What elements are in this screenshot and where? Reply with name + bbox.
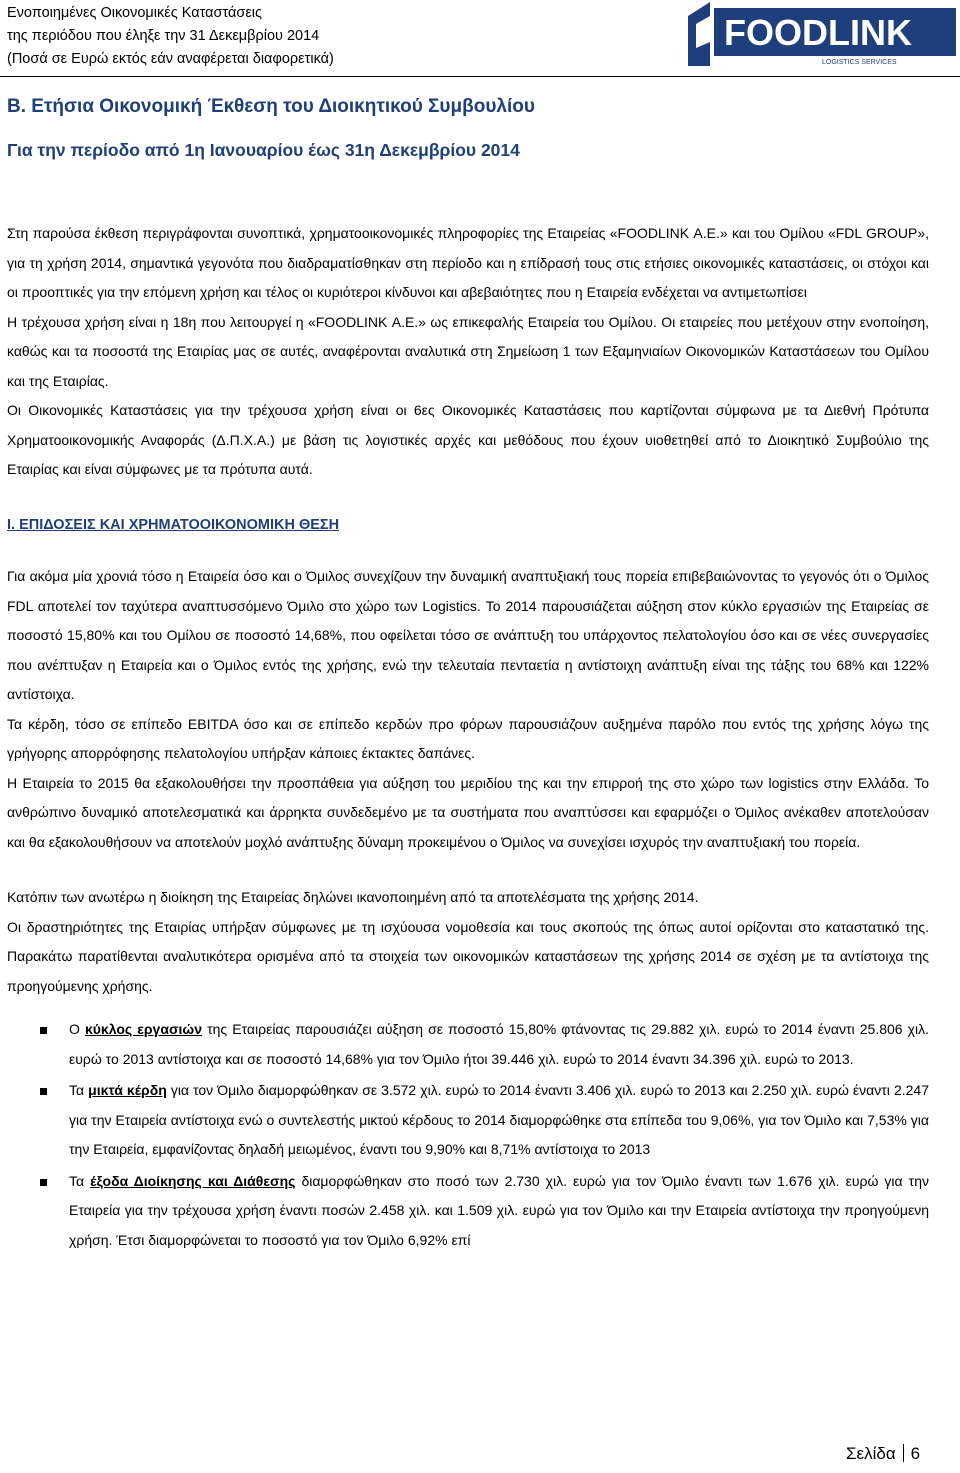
page-number: 6: [910, 1444, 921, 1463]
bullet-marker: [40, 1027, 47, 1034]
paragraph-outlook-2015: Η Εταιρεία το 2015 θα εξακολουθήσει την προσπάθεια για αύξηση του μεριδίου της και την επιρροή της στο χώρο των logistics στην Ελλάδα. Το ανθρώπινο δυναμικό αποτελεσματικά και άρρηκτα συνδεδεμένο με τα συστήματα που αναπτύσσει και εφαρμόζει ο Όμιλος ανέκαθεν αποτελούσαν και θα εξακολουθήσουν να αποτελούν μοχλό ανάπτυξης δύναμη προκειμένου ο Όμιλος να συνεχίσει ισχυρός την αναπτυξιακή του πορεία.: [7, 774, 929, 850]
paragraph-18th-year: Η τρέχουσα χρήση είναι η 18η που λειτουργεί η «FOODLINK Α.Ε.» ως επικεφαλής Εταιρεία του Ομίλου. Οι εταιρείες που μετέχουν στην ενοποίηση, καθώς και τα ποσοστά της Εταιρίας μας σε αυτές, αναφέρονται αναλυτικά στη Σημείωση 1 των Εξαμηνιαίων Οικονομικών Καταστάσεων του Ομίλου και της Εταιρίας.: [7, 313, 929, 389]
bullet-admin-expenses: Τα έξοδα Διοίκησης και Διάθεσης διαμορφώθηκαν στο ποσό των 2.730 χιλ. ευρώ για τον Όμιλο έναντι των 1.676 χιλ. ευρώ για την Εταιρεία για την τρέχουσα χρήση έναντι ποσών 2.458 χιλ. και 1.509 χιλ. ευρώ για τον Όμιλο και την Εταιρεία αντίστοιχα την προηγούμενη χρήση. Έτσι διαμορφώνεται το ποσοστό για τον Όμιλο 6,92% επί: [7, 1167, 929, 1256]
paragraph-profits: Τα κέρδη, τόσο σε επίπεδο EBITDA όσο και σε επίπεδο κερδών προ φόρων παρουσιάζουν αυξημένα παρόλο που εντός της χρήσης λόγω της γρήγορης απορρόφησης πελατολογίου υπήρξαν κάποιες έκτακτες δαπάνες.: [7, 715, 929, 761]
bullet-marker: [40, 1179, 47, 1186]
header-line-1: Ενοποιημένες Οικονομικές Καταστάσεις: [7, 5, 262, 21]
header-line-2: της περιόδου που έληξε την 31 Δεκεμβρίου 2014: [7, 28, 320, 44]
page-footer: [846, 1444, 920, 1464]
turnover-term: κύκλος εργασιών: [84, 1021, 203, 1037]
page-header: [7, 2, 334, 71]
gross-profit-term: μικτά κέρδη: [88, 1082, 167, 1098]
admin-expenses-term: έξοδα Διοίκησης και Διάθεσης: [90, 1172, 296, 1189]
paragraph-financial-statements: Οι Οικονομικές Καταστάσεις για την τρέχουσα χρήση είναι οι 6ες Οικονομικές Καταστάσεις που καρτίζονται σύμφωνα με τα Διεθνή Πρότυπα Χρηματοοικονομικής Αναφοράς (Δ.Π.Χ.Α.) με βάση τις λογιστικές αρχές και μεθόδους που έχουν υιοθετηθεί από το Διοικητικό Συμβούλιο της Εταιρίας και είναι σύμφωνες με τα πρότυπα αυτά.: [7, 402, 929, 477]
bullet-list: [7, 1015, 929, 1255]
intro-paragraph: Στη παρούσα έκθεση περιγράφονται συνοπτικά, χρηματοοικονομικές πληροφορίες της Εταιρείας «FOODLINK Α.Ε.» και του Ομίλου «FDL GROUP», για τη χρήση 2014, σημαντικά γεγονότα που διαδραματίσθηκαν στη περίοδο και η επίδρασή τους στις ετήσιες οικονομικές καταστάσεις, οι στόχοι και οι προοπτικές για την επόμενη χρήση και τέλος οι κυριότεροι κίνδυνοι και αβεβαιότητες που η Εταιρεία ενδέχεται να αντιμετωπίσει: [7, 225, 929, 300]
report-body: [7, 219, 929, 1257]
logo-wordmark: FOODLINK: [724, 12, 912, 53]
page-label: Σελίδα: [846, 1444, 896, 1463]
header-divider: [0, 76, 960, 77]
report-title: Β. Ετήσια Οικονομική Έκθεση του Διοικητικού Συμβουλίου: [7, 96, 535, 117]
header-line-3: (Ποσά σε Ευρώ εκτός εάν αναφέρεται διαφορετικά): [7, 51, 334, 67]
logo-tagline: LOGISTICS SERVICES: [822, 59, 897, 66]
bullet-gross-profit: Τα μικτά κέρδη για τον Όμιλο διαμορφώθηκαν σε 3.572 χιλ. ευρώ το 2014 έναντι 3.406 χιλ. ευρώ το 2013 και 2.250 χιλ. ευρώ έναντι 2.247 για την Εταιρεία αντίστοιχα ενώ ο συντελεστής μικτού κέρδους το 2014 διαμορφώθηκε στα επίπεδα του 9,06%, για τον Όμιλο και 7,53% για την Εταιρεία, εμφανίζοντας δηλαδή μειωμένος, έναντι του 9,90% και 8,71% αντίστοιχα το 2013: [7, 1076, 929, 1165]
paragraph-management-satisfied: Κατόπιν των ανωτέρω η διοίκηση της Εταιρείας δηλώνει ικανοποιημένη από τα αποτελέσματα της χρήσης 2014.: [7, 889, 699, 905]
foodlink-logo: [688, 2, 956, 66]
paragraph-growth: Για ακόμα μία χρονιά τόσο η Εταιρεία όσο και ο Όμιλος συνεχίζουν την δυναμική αναπτυξιακή τους πορεία επιβεβαιώνοντας το γεγονός ότι ο Όμιλος FDL αποτελεί τον ταχύτερα αναπτυσσόμενο Όμιλο στο χώρο των Logistics. Το 2014 παρουσιάζεται αύξηση στον κύκλο εργασιών της Εταιρείας σε ποσοστό 15,80% και του Ομίλου σε ποσοστό 14,68%, που οφείλεται τόσο σε ανάπτυξη του υπάρχοντος πελατολογίου όσο και σε νέες συνεργασίες που ανέπτυξαν η Εταιρεία και ο Όμιλος εντός της χρήσης, ενώ την τελευταία πενταετία η αντίστοιχη ανάπτυξη είναι της τάξης του 68% και 122% αντίστοιχα.: [7, 568, 929, 702]
report-subtitle: Για την περίοδο από 1η Ιανουαρίου έως 31η Δεκεμβρίου 2014: [7, 140, 520, 160]
bullet-turnover: Ο κύκλος εργασιών της Εταιρείας παρουσιάζει αύξηση σε ποσοστό 15,80% φτάνοντας τις 29.882 χιλ. ευρώ το 2014 έναντι 25.806 χιλ. ευρώ το 2013 αντίστοιχα και σε ποσοστό 14,68% για τον Όμιλο ήτοι 39.446 χιλ. ευρώ το 2014 έναντι 34.396 χιλ. ευρώ το 2013.: [7, 1015, 929, 1074]
paragraph-activities: Οι δραστηριότητες της Εταιρίας υπήρξαν σύμφωνες με τη ισχύουσα νομοθεσία και τους σκοπούς της όπως αυτοί ορίζονται στο καταστατικό της. Παρακάτω παρατίθενται αναλυτικότερα ορισμένα από τα στοιχεία των οικονομικών καταστάσεων της χρήσης 2014 σε σχέση με τα αντίστοιχα της προηγούμενης χρήσης.: [7, 918, 929, 994]
bullet-marker: [40, 1088, 47, 1095]
section-heading: Ι. ΕΠΙΔΟΣΕΙΣ ΚΑΙ ΧΡΗΜΑΤΟΟΙΚΟΝΟΜΙΚΗ ΘΕΣΗ: [7, 516, 340, 533]
